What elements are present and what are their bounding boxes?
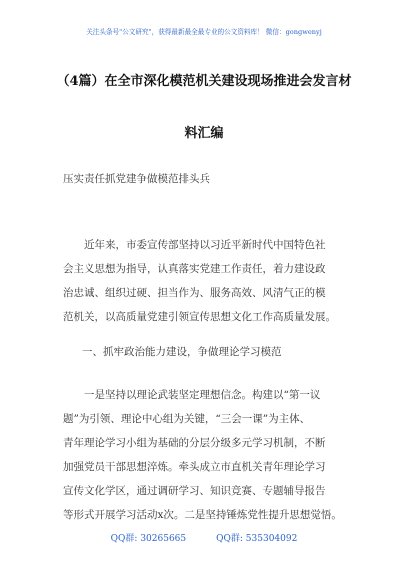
paragraph-line: 等形式开展学习活动x次。二是坚持锤炼党性提升思想觉悟。: [63, 509, 342, 521]
paragraph-line: 范机关，以高质量党建引领宣传思想文化工作高质量发展。: [63, 311, 336, 323]
document-title-continued: 料汇编: [184, 126, 224, 141]
document-subtitle: 压实责任抓党建争做模范排头兵: [63, 173, 210, 185]
promo-header: 关注头条号"公文研究"，获得最新最全最专业的公文资料库！ 微信：gongwenyj: [86, 28, 322, 36]
paragraph-section-1: [63, 383, 363, 527]
paragraph-line: 近年来，市委宣传部坚持以习近平新时代中国特色社: [84, 239, 326, 251]
contact-footer: [0, 531, 408, 544]
paragraph-line: 宣传文化学区，通过调研学习、知识竞赛、专题辅导报告: [63, 485, 326, 497]
paragraph-intro: [63, 233, 363, 329]
paragraph-line: 青年理论学习小组为基础的分层分级多元学习机制，不断: [63, 437, 326, 449]
paragraph-line: 题”为引领、理论中心组为关键，“三会一课”为主体、: [63, 413, 311, 425]
paragraph-line: 会主义思想为指导，认真落实党建工作责任，着力建设政: [63, 263, 326, 275]
paragraph-line: 治忠诚、组织过硬、担当作为、服务高效、风清气正的模: [63, 287, 326, 299]
paragraph-line: 加强党员干部思想淬炼。牵头成立市直机关青年理论学习: [63, 461, 326, 473]
qq-group-2: QQ群: 535304092: [216, 534, 298, 544]
qq-group-1: QQ群: 30265665: [110, 534, 187, 544]
paragraph-line: 一是坚持以理论武装坚定理想信念。构建以“第一议: [84, 389, 321, 401]
document-title: （4篇）在全市深化模范机关建设现场推进会发言材: [56, 74, 352, 89]
section-heading-1: 一、抓牢政治能力建设，争做理论学习模范: [82, 346, 282, 358]
